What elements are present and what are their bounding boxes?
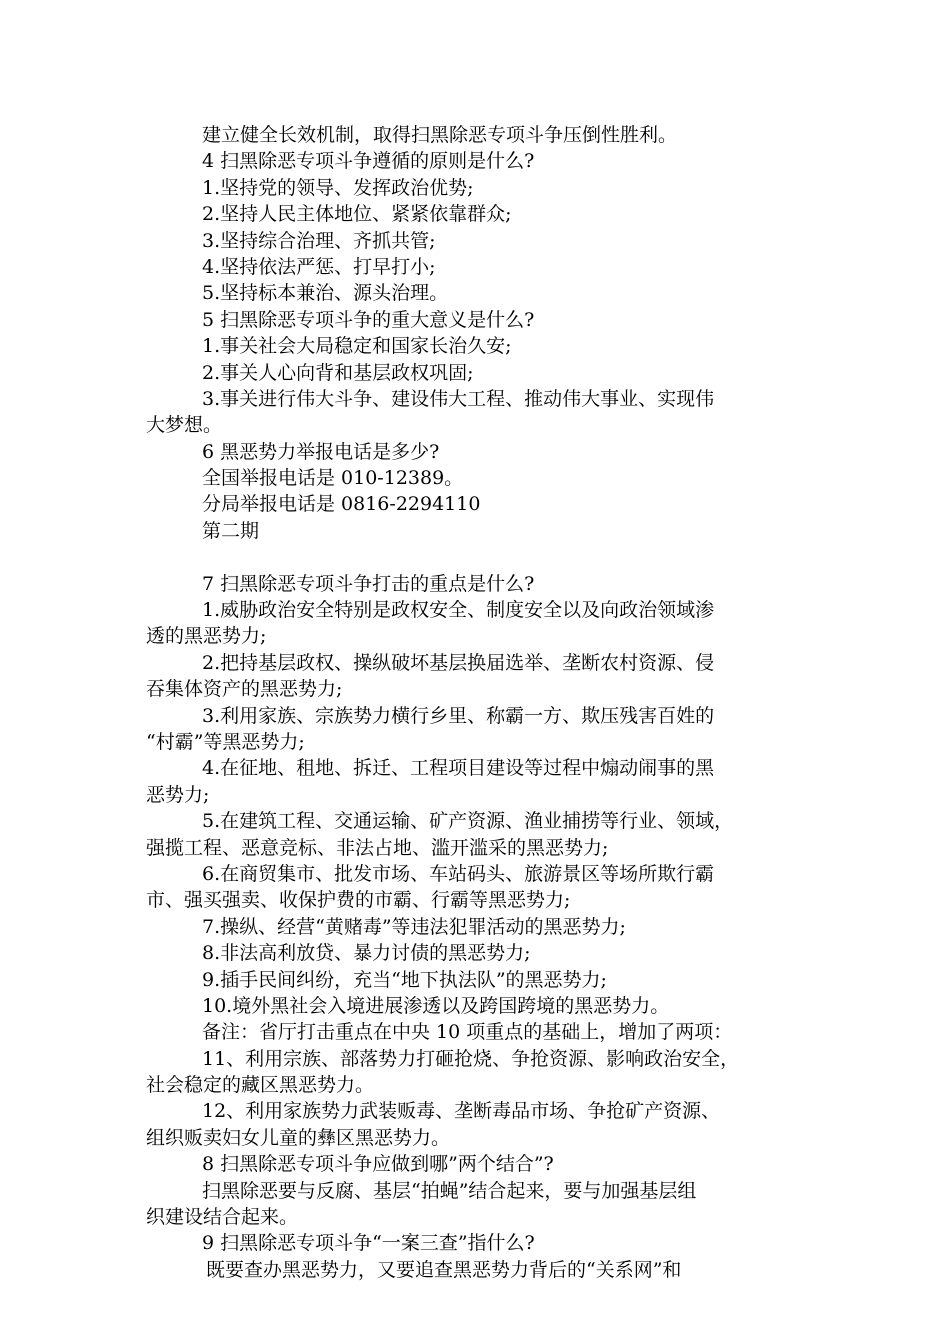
list-item-continuation: 大梦想。 [146, 414, 223, 437]
paragraph-line: 全国举报电话是 010-12389。 [202, 467, 464, 490]
list-item: 4.在征地、租地、拆迁、工程项目建设等过程中煽动闹事的黑 [202, 757, 715, 780]
list-item: 1.威胁政治安全特别是政权安全、制度安全以及向政治领域渗 [202, 599, 715, 622]
list-item: 10.境外黑社会入境进展渗透以及跨国跨境的黑恶势力。 [202, 994, 670, 1017]
list-item: 5.在建筑工程、交通运输、矿产资源、渔业捕捞等行业、领域， [202, 810, 734, 833]
question-heading: 9 扫黑除恶专项斗争“一案三查”指什么? [202, 1232, 535, 1255]
list-item: 4.坚持依法严惩、打早打小; [202, 255, 436, 278]
list-item: 6.在商贸集市、批发市场、车站码头、旅游景区等场所欺行霸 [202, 862, 715, 885]
list-item: 7.操纵、经营“黄赌毒”等违法犯罪活动的黑恶势力; [202, 915, 626, 938]
blank-line [146, 544, 826, 570]
list-item: 2.坚持人民主体地位、紧紧依靠群众; [202, 203, 512, 226]
list-item-continuation: 组织贩卖妇女儿童的彝区黑恶势力。 [146, 1126, 451, 1149]
list-item: 2.事关人心向背和基层政权巩固; [202, 361, 474, 384]
note-line: 备注：省厅打击重点在中央 10 项重点的基础上，增加了两项： [202, 1021, 733, 1044]
document-body [146, 122, 826, 1283]
list-item-continuation: 社会稳定的藏区黑恶势力。 [146, 1074, 375, 1097]
question-heading: 7 扫黑除恶专项斗争打击的重点是什么? [202, 572, 535, 595]
paragraph-line: 建立健全长效机制，取得扫黑除恶专项斗争压倒性胜利。 [202, 124, 678, 146]
list-item-continuation: 市、强买强卖、收保护费的市霸、行霸等黑恶势力; [146, 889, 571, 912]
paragraph-continuation: 织建设结合起来。 [146, 1206, 299, 1229]
list-item: 3.坚持综合治理、齐抓共管; [202, 229, 436, 252]
question-heading: 5 扫黑除恶专项斗争的重大意义是什么? [202, 308, 535, 331]
section-title: 第二期 [202, 519, 260, 542]
list-item: 8.非法高利放贷、暴力讨债的黑恶势力; [202, 942, 531, 965]
question-heading: 6 黑恶势力举报电话是多少? [202, 440, 440, 463]
list-item: 2.把持基层政权、操纵破坏基层换届选举、垄断农村资源、侵 [202, 651, 715, 674]
list-item-continuation: 强揽工程、恶意竞标、非法占地、滥开滥采的黑恶势力; [146, 836, 609, 859]
paragraph-line: 既要查办黑恶势力，又要追查黑恶势力背后的“关系网”和 [206, 1258, 682, 1281]
list-item: 3.利用家族、宗族势力横行乡里、称霸一方、欺压残害百姓的 [202, 704, 715, 727]
list-item: 12、利用家族势力武装贩毒、垄断毒品市场、争抢矿产资源、 [202, 1100, 721, 1123]
list-item: 1.坚持党的领导、发挥政治优势; [202, 176, 474, 199]
list-item-continuation: 透的黑恶势力; [146, 625, 267, 648]
list-item: 1.事关社会大局稳定和国家长治久安; [202, 335, 512, 358]
list-item: 5.坚持标本兼治、源头治理。 [202, 282, 449, 305]
list-item-continuation: 恶势力; [146, 783, 210, 806]
paragraph-line: 扫黑除恶要与反腐、基层“拍蝇”结合起来，要与加强基层组 [202, 1179, 697, 1202]
list-item: 11、利用宗族、部落势力打砸抢烧、争抢资源、影响政治安全， [202, 1047, 740, 1070]
paragraph-line: 分局举报电话是 0816-2294110 [202, 493, 481, 516]
list-item-continuation: “村霸”等黑恶势力; [146, 730, 305, 753]
list-item-continuation: 吞集体资产的黑恶势力; [146, 678, 343, 701]
list-item: 9.插手民间纠纷，充当“地下执法队”的黑恶势力; [202, 968, 607, 991]
question-heading: 4 扫黑除恶专项斗争遵循的原则是什么? [202, 150, 535, 173]
list-item: 3.事关进行伟大斗争、建设伟大工程、推动伟大事业、实现伟 [202, 387, 715, 410]
question-heading: 8 扫黑除恶专项斗争应做到哪”两个结合”? [202, 1153, 554, 1176]
